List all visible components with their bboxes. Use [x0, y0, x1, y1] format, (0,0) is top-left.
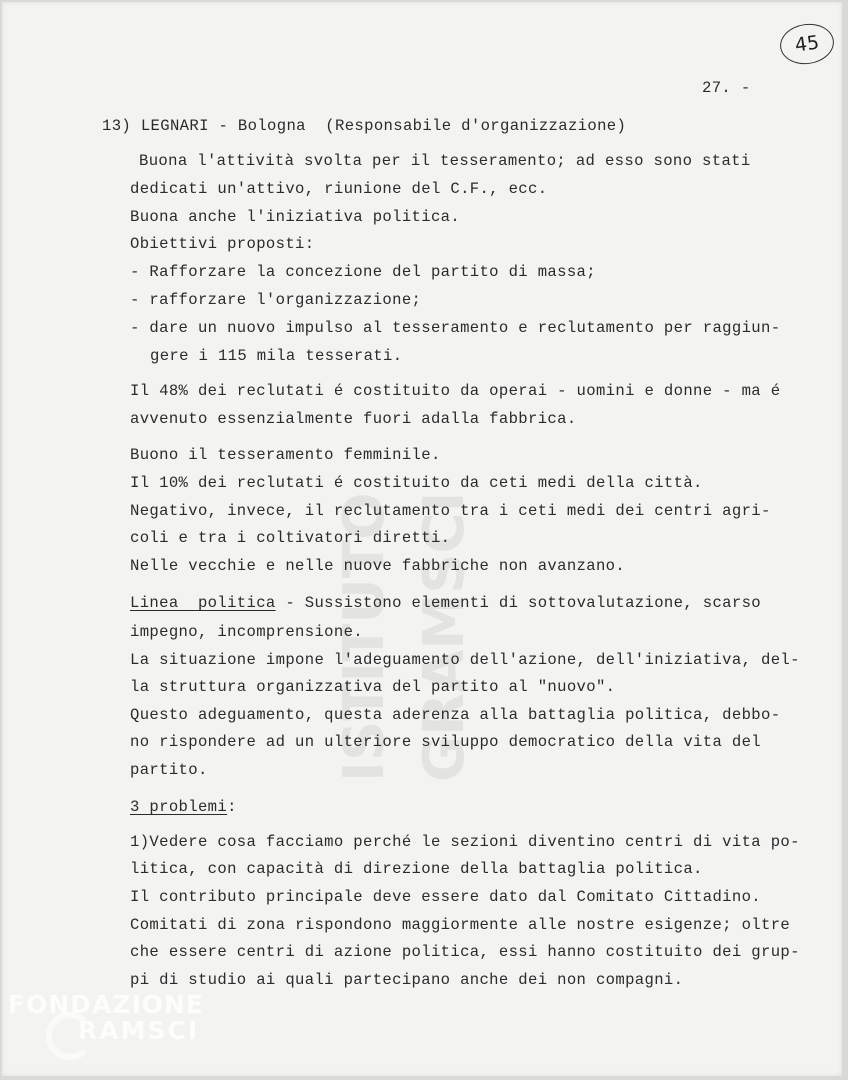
- text-line: Obiettivi proposti:: [130, 235, 315, 253]
- text-line: pi di studio ai quali partecipano anche dei non compagni.: [130, 971, 684, 989]
- list-item: - dare un nuovo impulso al tesseramento e reclutamento per raggiun-: [130, 319, 781, 337]
- text-line: la struttura organizzativa del partito al "nuovo".: [130, 678, 616, 696]
- text-line: avvenuto essenzialmente fuori adalla fabbrica.: [130, 410, 577, 428]
- text-line: Nelle vecchie e nelle nuove fabbriche non avanzano.: [130, 557, 626, 575]
- text-line: coli e tra i coltivatori diretti.: [130, 529, 451, 547]
- folio-stamp: 45: [777, 20, 836, 67]
- text-line: Il 10% dei reclutati é costituito da ceti medi della città.: [130, 474, 703, 492]
- text-line: che essere centri di azione politica, essi hanno costituito dei grup-: [130, 943, 800, 961]
- subheading-3-problemi: 3 problemi: [130, 798, 228, 816]
- text-line: impegno, incomprensione.: [130, 623, 363, 641]
- subheading-line: 3 problemi:: [130, 798, 237, 816]
- text-line: partito.: [130, 761, 208, 779]
- page-number: 27. -: [702, 79, 751, 97]
- list-item: - Rafforzare la concezione del partito di massa;: [130, 263, 596, 281]
- text-line: Buona l'attività svolta per il tesseramento; ad esso sono stati: [139, 152, 751, 170]
- text-line: no rispondere ad un ulteriore sviluppo democratico della vita del: [130, 733, 762, 751]
- archive-watermark: ISTITUTO GRAMSCI: [332, 491, 477, 782]
- list-item: - rafforzare l'organizzazione;: [130, 291, 422, 309]
- text-line: Comitati di zona rispondono maggiormente alle nostre esigenze; oltre: [130, 916, 791, 934]
- text-line: Buono il tesseramento femminile.: [130, 446, 441, 464]
- fondazione-gramsci-logo: FONDAZIONE RAMSCI: [8, 990, 228, 1070]
- text-line: Buona anche l'iniziativa politica.: [130, 208, 461, 226]
- subheading-linea-politica: Linea politica: [130, 594, 276, 612]
- subheading-line: Linea politica - Sussistono elementi di sottovalutazione, scarso: [130, 594, 762, 612]
- text-line: 1)Vedere cosa facciamo perché le sezioni diventino centri di vita po-: [130, 833, 800, 851]
- section-heading: 13) LEGNARI - Bologna (Responsabile d'organizzazione): [102, 117, 627, 135]
- list-item-continuation: gere i 115 mila tesserati.: [150, 347, 403, 365]
- text-line: Il contributo principale deve essere dato dal Comitato Cittadino.: [130, 888, 762, 906]
- document-page: [2, 2, 842, 1076]
- text-line: litica, con capacità di direzione della battaglia politica.: [130, 860, 703, 878]
- text-line: dedicati un'attivo, riunione del C.F., ecc.: [130, 180, 548, 198]
- text-line: Negativo, invece, il reclutamento tra i ceti medi dei centri agri-: [130, 502, 771, 520]
- text-line: Questo adeguamento, questa aderenza alla battaglia politica, debbo-: [130, 706, 781, 724]
- text-line: Il 48% dei reclutati é costituito da operai - uomini e donne - ma é: [130, 382, 781, 400]
- text-line: La situazione impone l'adeguamento dell'azione, dell'iniziativa, del-: [130, 651, 800, 669]
